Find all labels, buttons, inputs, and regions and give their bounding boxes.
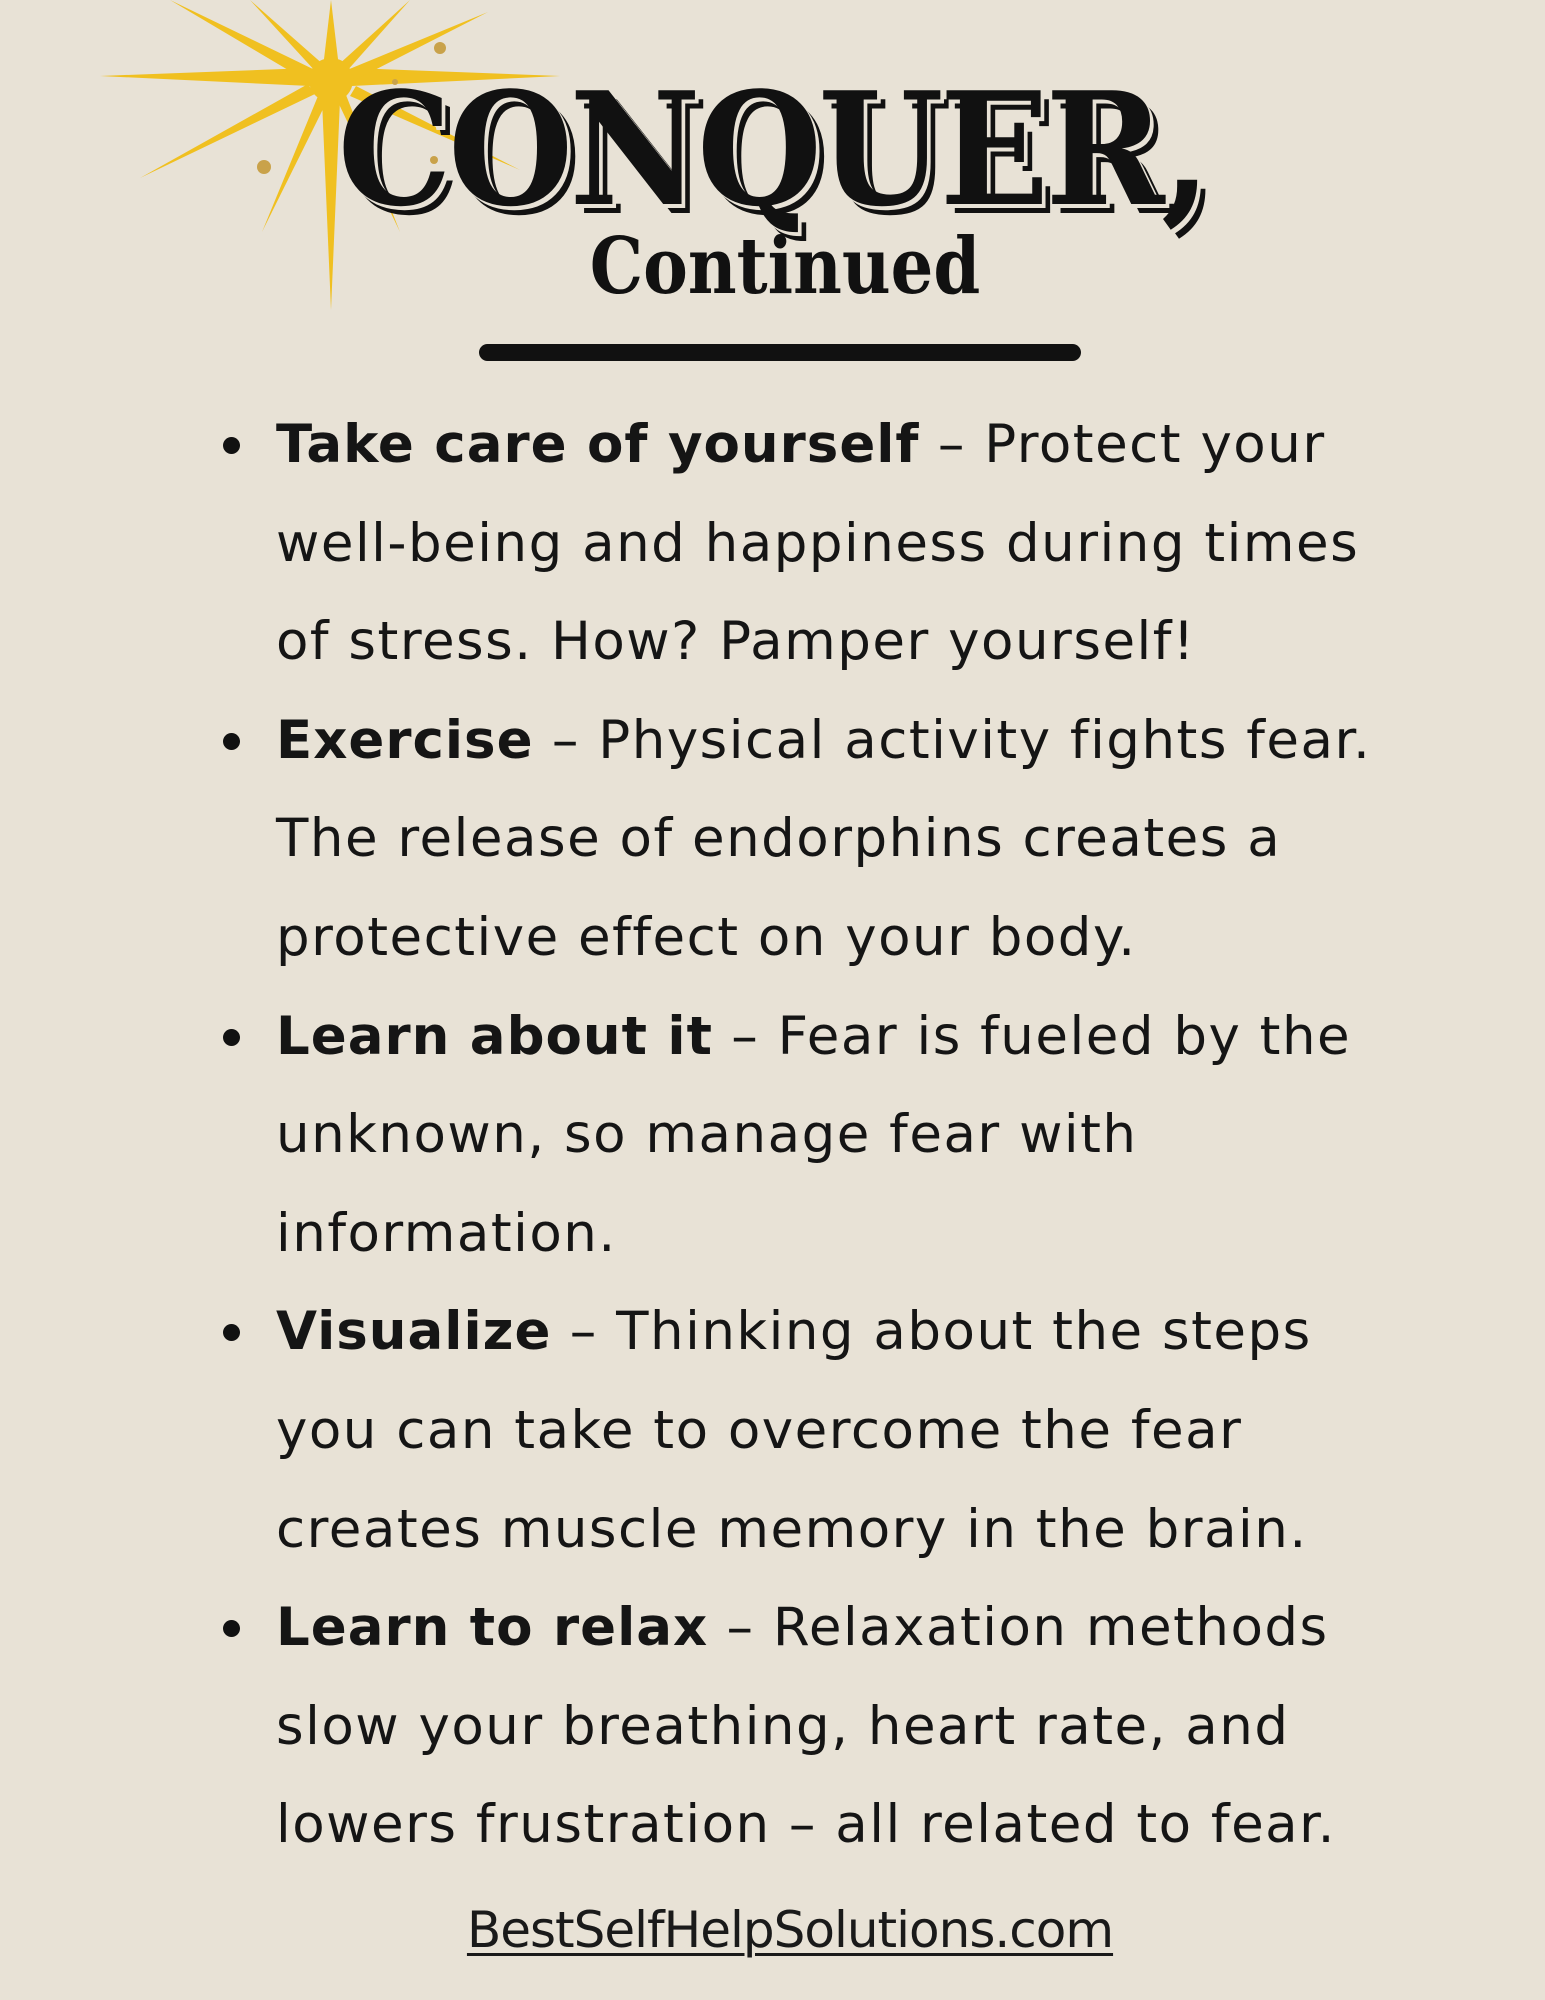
tip-text: Physical activity fights fear. The release of endorphins creates a protective effect on your body. (276, 709, 1372, 968)
tip-separator: – (533, 709, 599, 771)
tip-separator: – (712, 1005, 778, 1067)
list-item (276, 396, 1426, 692)
bullet-icon (223, 1620, 240, 1637)
page-subtitle: Continued (589, 221, 981, 312)
tip-heading: Take care of yourself (276, 414, 920, 475)
list-item (276, 1283, 1426, 1579)
list-item (276, 1579, 1426, 1875)
tip-text: Relaxation methods slow your breathing, heart rate, and lowers frustration – all related to fear. (276, 1597, 1336, 1856)
bullet-icon (223, 437, 240, 454)
tip-separator: – (708, 1597, 773, 1659)
bullet-icon (223, 1324, 240, 1341)
tip-heading: Learn about it (276, 1005, 713, 1067)
bullet-icon (223, 733, 240, 750)
tip-heading: Visualize (276, 1301, 552, 1363)
tip-separator: – (919, 414, 985, 475)
bullet-icon (223, 1029, 240, 1046)
tip-text: Protect your well-being and happiness during times of stress. How? Pamper yourself! (276, 414, 1360, 673)
tip-separator: – (551, 1301, 617, 1363)
tip-heading: Learn to relax (276, 1597, 709, 1659)
list-item (276, 988, 1426, 1284)
list-item (276, 692, 1426, 988)
tips-list (276, 396, 1426, 1875)
tip-text: Fear is fueled by the unknown, so manage fear with information. (276, 1005, 1352, 1264)
title-divider (479, 344, 1081, 361)
website-link[interactable]: BestSelfHelpSolutions.com (466, 1901, 1114, 1959)
page-title: CONQUER, (337, 58, 1208, 241)
tip-heading: Exercise (276, 709, 534, 771)
tip-text: Thinking about the steps you can take to overcome the fear creates muscle memory in the brain. (276, 1301, 1312, 1560)
